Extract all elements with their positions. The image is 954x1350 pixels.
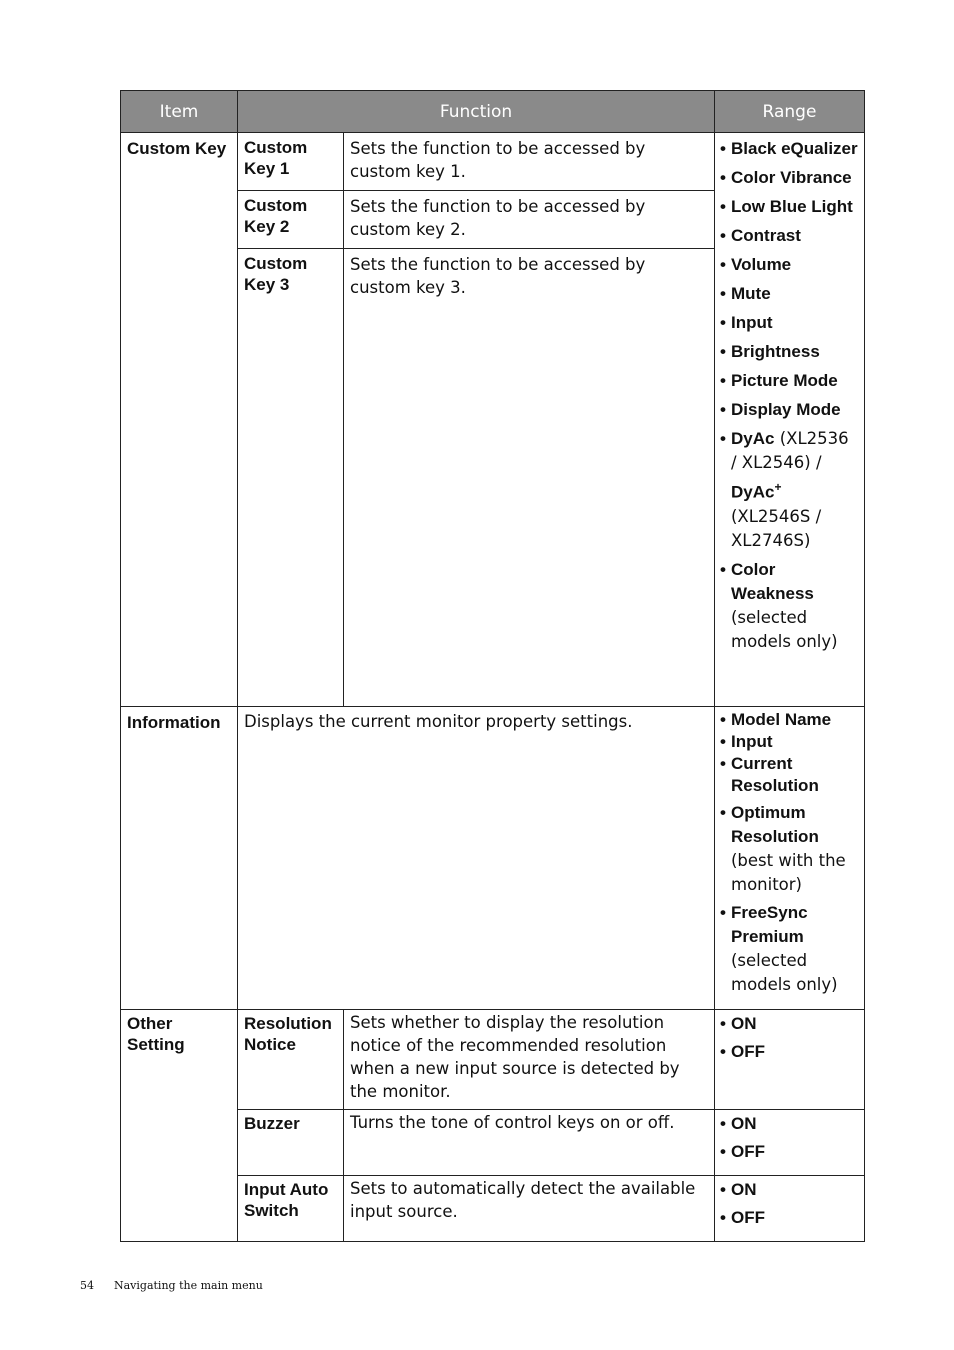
list-item: • ON	[720, 1180, 757, 1199]
range-list	[715, 1110, 864, 1175]
list-item: • Display Mode	[720, 400, 841, 419]
list-item: • DyAc (XL2536 / XL2546) / DyAc+ (XL2546S / XL2746S)	[720, 429, 849, 550]
list-item: • Mute	[720, 284, 771, 303]
item-other-setting	[121, 1010, 238, 1242]
sub-item-cell	[238, 1010, 344, 1110]
list-item: • Optimum Resolution (best with the monitor)	[720, 803, 846, 894]
table-row	[121, 707, 865, 1010]
list-item: • Model Name	[720, 710, 832, 729]
list-item: • Brightness	[720, 342, 820, 361]
list-item: • OFF	[720, 1142, 765, 1161]
sub-item-cell	[238, 133, 344, 191]
list-item: • Color Weakness (selected models only)	[720, 559, 838, 651]
list-item: • Input	[720, 313, 773, 332]
function-cell	[238, 707, 715, 1010]
item-label: Other Setting	[127, 1014, 185, 1054]
list-item: • Black eQualizer	[720, 139, 858, 158]
header-range: Range	[715, 91, 865, 133]
list-item: • Color Vibrance	[720, 168, 852, 187]
sub-item-buzzer: Buzzer	[244, 1114, 300, 1133]
page-number: 54	[80, 1279, 94, 1292]
range-custom-key	[715, 133, 865, 707]
sub-item-custom-key-2: Custom Key 2	[244, 196, 308, 236]
function-cell	[344, 1110, 715, 1176]
list-item: • OFF	[720, 1042, 765, 1061]
function-description: Sets the function to be accessed by custom key 1.	[350, 139, 646, 181]
function-description: Sets to automatically detect the available input source.	[350, 1179, 696, 1221]
range-list	[715, 1176, 864, 1241]
footer-section-title: Navigating the main menu	[114, 1279, 263, 1292]
function-description: Sets whether to display the resolution notice of the recommended resolution when a new input source is detected by the monitor.	[350, 1013, 680, 1101]
range-cell	[715, 1176, 865, 1242]
function-description: Turns the tone of control keys on or off.	[350, 1113, 675, 1132]
list-item: • Volume	[720, 255, 792, 274]
range-information	[715, 707, 865, 1010]
header-function: Function	[238, 91, 715, 133]
list-item: • Input	[720, 732, 773, 751]
table-header-row	[121, 91, 865, 133]
sub-item-cell	[238, 249, 344, 707]
range-cell	[715, 1010, 865, 1110]
function-cell	[344, 133, 715, 191]
sub-item-resolution-notice: Resolution Notice	[244, 1014, 332, 1054]
header-item: Item	[121, 91, 238, 133]
range-list	[715, 1010, 864, 1075]
range-list	[715, 707, 864, 1003]
list-item: • Current Resolution	[720, 754, 819, 795]
item-information	[121, 707, 238, 1010]
function-description: Sets the function to be accessed by custom key 2.	[350, 197, 646, 239]
function-cell	[344, 249, 715, 707]
list-item: • Low Blue Light	[720, 197, 853, 216]
sub-item-cell	[238, 191, 344, 249]
table-row	[121, 1010, 865, 1110]
sub-item-input-auto-switch: Input Auto Switch	[244, 1180, 329, 1220]
list-item: • ON	[720, 1014, 757, 1033]
list-item: • Contrast	[720, 226, 801, 245]
range-list	[715, 133, 864, 665]
table-row	[121, 133, 865, 191]
function-cell	[344, 1176, 715, 1242]
function-cell	[344, 1010, 715, 1110]
list-item: • ON	[720, 1114, 757, 1133]
function-cell	[344, 191, 715, 249]
range-cell	[715, 1110, 865, 1176]
sub-item-cell	[238, 1176, 344, 1242]
sub-item-cell	[238, 1110, 344, 1176]
item-label: Custom Key	[127, 139, 227, 158]
list-item: • OFF	[720, 1208, 765, 1227]
item-custom-key	[121, 133, 238, 707]
item-label: Information	[127, 713, 221, 732]
sub-item-custom-key-1: Custom Key 1	[244, 138, 308, 178]
function-description: Sets the function to be accessed by custom key 3.	[350, 255, 646, 297]
list-item: • FreeSync Premium (selected models only)	[720, 903, 838, 994]
menu-settings-table	[120, 90, 865, 1242]
page-footer	[80, 1279, 263, 1292]
list-item: • Picture Mode	[720, 371, 838, 390]
sub-item-custom-key-3: Custom Key 3	[244, 254, 308, 294]
function-description: Displays the current monitor property settings.	[244, 712, 633, 731]
